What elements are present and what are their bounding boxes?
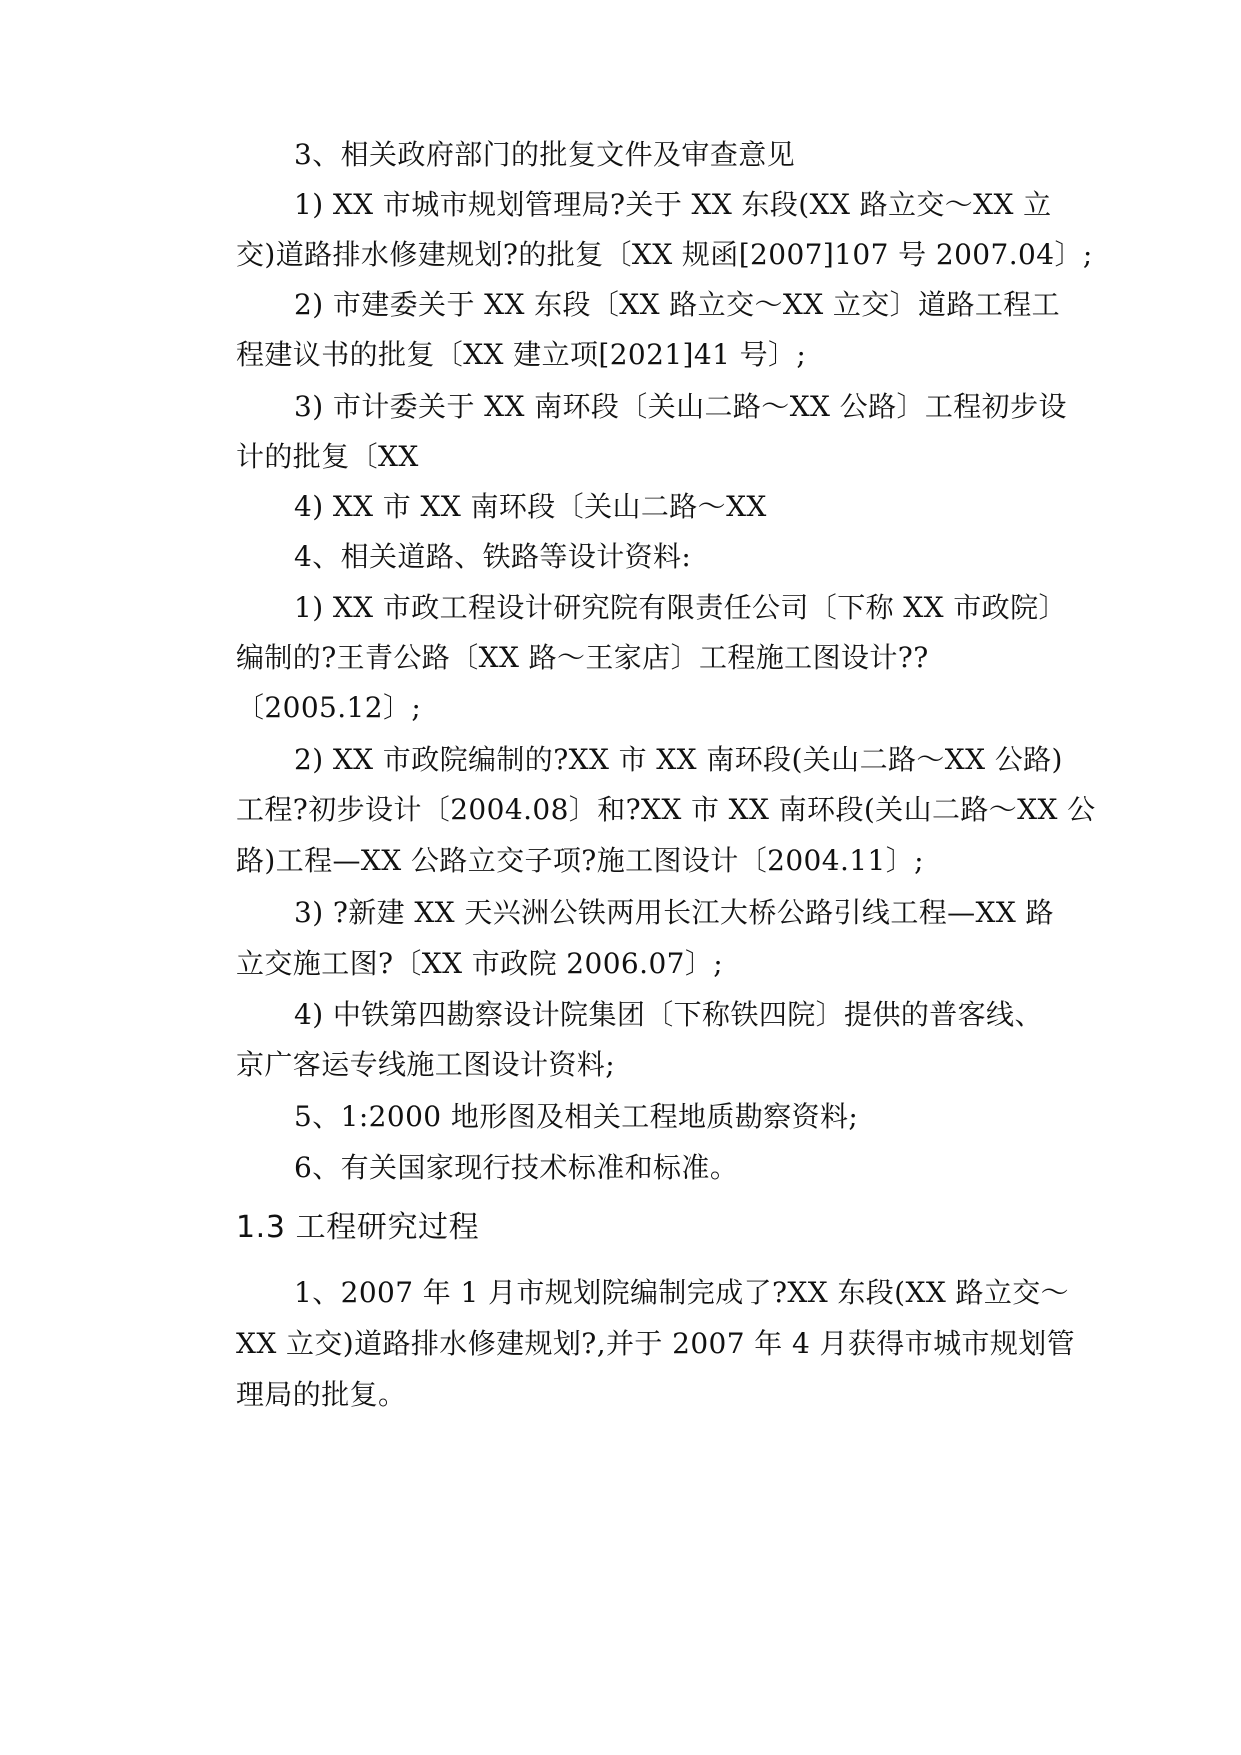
section-3-item-2-line-1: 2) 市建委关于 XX 东段〔XX 路立交～XX 立交〕道路工程工 [294, 288, 1061, 321]
process-paragraph-1-line-2: XX 立交)道路排水修建规划?,并于 2007 年 4 月获得市城市规划管 [236, 1327, 1076, 1360]
section-4-item-3-line-1: 3) ?新建 XX 天兴洲公铁两用长江大桥公路引线工程—XX 路 [294, 896, 1054, 929]
section-3-item-3-line-2: 计的批复〔XX [236, 440, 419, 473]
section-4-item-2-line-2: 工程?初步设计〔2004.08〕和?XX 市 XX 南环段(关山二路～XX 公 [236, 793, 1096, 826]
section-4-item-4-line-1: 4) 中铁第四勘察设计院集团〔下称铁四院〕提供的普客线、 [294, 998, 1043, 1031]
process-paragraph-1-line-3: 理局的批复。 [236, 1378, 407, 1411]
section-4-item-1-line-2: 编制的?王青公路〔XX 路～王家店〕工程施工图设计?? [236, 641, 929, 674]
section-4-title: 4、相关道路、铁路等设计资料: [294, 540, 692, 573]
section-3-item-4-line-1: 4) XX 市 XX 南环段〔关山二路～XX [294, 490, 767, 523]
section-4-item-4-line-2: 京广客运专线施工图设计资料; [236, 1048, 616, 1081]
section-4-item-1-line-3: 〔2005.12〕; [236, 691, 422, 724]
heading-1-3: 1.3 工程研究过程 [236, 1210, 480, 1245]
section-6-title: 6、有关国家现行技术标准和标准。 [294, 1151, 739, 1184]
section-3-item-2-line-2: 程建议书的批复〔XX 建立项[2021]41 号〕; [236, 338, 807, 371]
section-4-item-2-line-1: 2) XX 市政院编制的?XX 市 XX 南环段(关山二路～XX 公路) [294, 743, 1063, 776]
section-4-item-2-line-3: 路)工程—XX 公路立交子项?施工图设计〔2004.11〕; [236, 844, 924, 877]
section-4-item-3-line-2: 立交施工图?〔XX 市政院 2006.07〕; [236, 947, 724, 980]
section-3-item-3-line-1: 3) 市计委关于 XX 南环段〔关山二路～XX 公路〕工程初步设 [294, 390, 1067, 423]
section-3-item-1-line-2: 交)道路排水修建规划?的批复〔XX 规函[2007]107 号 2007.04〕; [236, 238, 1093, 271]
section-5-title: 5、1:2000 地形图及相关工程地质勘察资料; [294, 1100, 859, 1133]
section-4-item-1-line-1: 1) XX 市政工程设计研究院有限责任公司〔下称 XX 市政院〕 [294, 591, 1067, 624]
section-3-item-1-line-1: 1) XX 市城市规划管理局?关于 XX 东段(XX 路立交～XX 立 [294, 188, 1052, 221]
section-3-title: 3、相关政府部门的批复文件及审查意见 [294, 138, 796, 171]
process-paragraph-1-line-1: 1、2007 年 1 月市规划院编制完成了?XX 东段(XX 路立交～ [294, 1276, 1070, 1309]
